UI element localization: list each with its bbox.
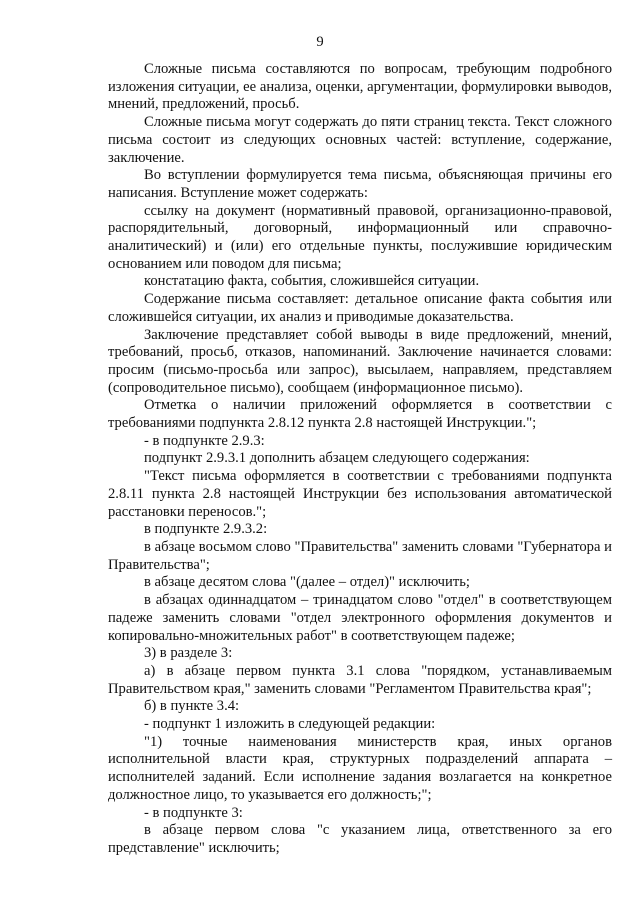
- paragraph: констатацию факта, события, сложившейся ситуации.: [144, 273, 480, 290]
- paragraph: - подпункт 1 изложить в следующей редакции:: [144, 716, 436, 733]
- paragraph: Во вступлении формулируется тема письма, объясняющая причины его написания. Вступление может содержать:: [108, 167, 612, 201]
- paragraph: - в подпункте 3:: [144, 804, 243, 821]
- paragraph: "Текст письма оформляется в соответствии с требованиями подпункта 2.8.11 пункта 2.8 настоящей Инструкции без использования автоматической расстановки переносов.";: [108, 468, 612, 520]
- paragraph: 3) в разделе 3:: [144, 645, 233, 662]
- paragraph: подпункт 2.9.3.1 дополнить абзацем следующего содержания:: [144, 450, 530, 467]
- paragraph: - в подпункте 2.9.3:: [144, 432, 265, 449]
- document-body: [108, 61, 612, 858]
- paragraph: Заключение представляет собой выводы в виде предложений, мнений, требований, просьб, отказов, напоминаний. Заключение начинается словами: просим (письмо-просьба или запрос), высылаем, направляем, представляем (сопроводительное письмо), сообщаем (информационное письмо).: [108, 326, 612, 396]
- paragraph: "1) точные наименования министерств края, иных органов исполнительной власти края, структурных подразделений аппарата – исполнителей заданий. Если исполнение задания возлагается на конкретное должностное лицо, то указывается его должность;";: [108, 733, 612, 803]
- paragraph: в абзаце восьмом слово "Правительства" заменить словами "Губернатора и Правительства";: [108, 538, 612, 573]
- paragraph: в подпункте 2.9.3.2:: [144, 521, 268, 538]
- paragraph: в абзацах одиннадцатом – тринадцатом слово "отдел" в соответствующем падеже заменить словами "отдел электронного оформления документов и копировально-множительных работ" в соответствующем падеже;: [108, 592, 612, 644]
- paragraph: а) в абзаце первом пункта 3.1 слова "порядком, устанавливаемым Правительством края," заменить словами "Регламентом Правительства края";: [108, 662, 612, 697]
- page-number: 9: [316, 34, 324, 50]
- paragraph: Сложные письма могут содержать до пяти страниц текста. Текст сложного письма состоит из следующих основных частей: вступление, содержание, заключение.: [108, 114, 612, 166]
- paragraph: Отметка о наличии приложений оформляется в соответствии с требованиями подпункта 2.8.12 пункта 2.8 настоящей Инструкции.";: [108, 397, 612, 432]
- paragraph: в абзаце десятом слова "(далее – отдел)" исключить;: [144, 574, 470, 591]
- paragraph: ссылку на документ (нормативный правовой, организационно-правовой, распорядительный, договорный, информационный или справочно-аналитический) и (или) его отдельные пункты, послужившие юридическим основанием или поводом для письма;: [108, 202, 612, 272]
- paragraph: б) в пункте 3.4:: [144, 698, 240, 715]
- paragraph: Содержание письма составляет: детальное описание факта события или сложившейся ситуации, их анализ и приводимые доказательства.: [108, 291, 612, 325]
- paragraph: в абзаце первом слова "с указанием лица, ответственного за его представление" исключить;: [108, 822, 612, 856]
- paragraph: Сложные письма составляются по вопросам, требующим подробного изложения ситуации, ее анализа, оценки, аргументации, формулировки выводов, мнений, предложений, просьб.: [108, 61, 612, 113]
